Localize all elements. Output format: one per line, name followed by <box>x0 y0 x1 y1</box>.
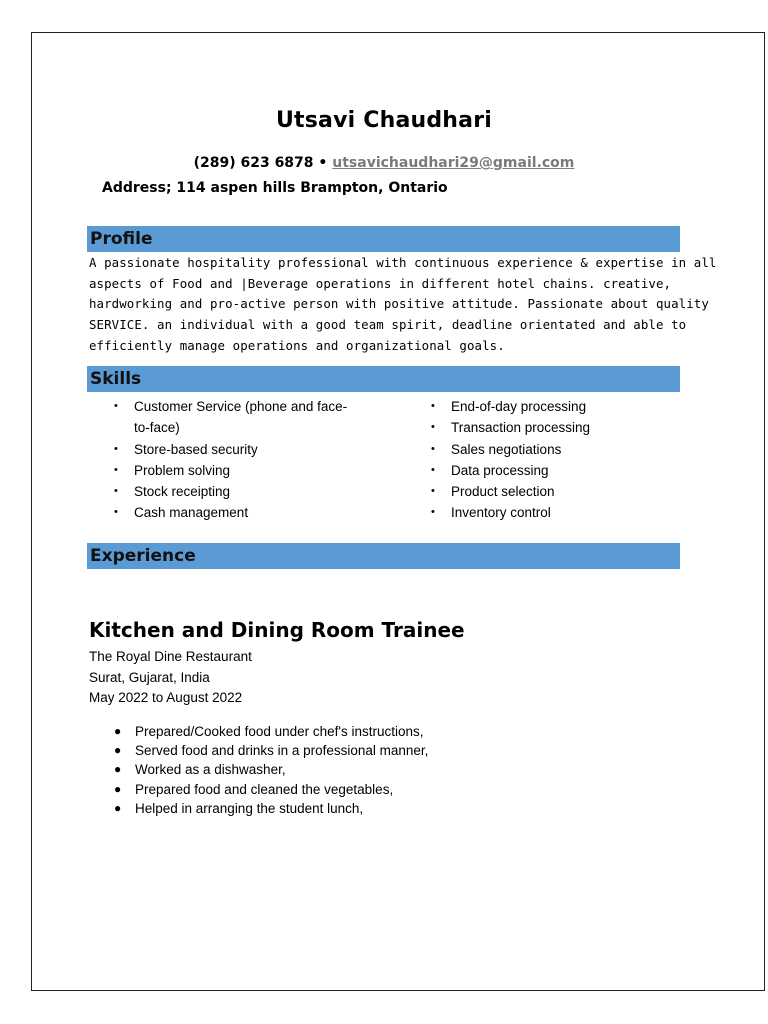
skill-text: Sales negotiations <box>451 441 562 457</box>
address: Address; 114 aspen hills Brampton, Ontario <box>102 180 448 196</box>
section-skills-heading: Skills <box>87 366 680 392</box>
duty-text: Prepared/Cooked food under chef's instructions, <box>135 724 424 739</box>
job-title: Kitchen and Dining Room Trainee <box>89 618 465 642</box>
skill-text: Customer Service (phone and face- <box>134 399 348 414</box>
skill-text: Problem solving <box>134 462 231 478</box>
skill-text: Stock receipting <box>134 484 231 500</box>
bullet: • <box>114 442 118 455</box>
skill-text: Cash management <box>134 505 249 521</box>
profile-line: SERVICE. an individual with a good team spirit, deadline orientated and able to <box>89 317 687 333</box>
bullet: • <box>114 463 118 476</box>
bullet: • <box>431 400 435 412</box>
bullet: ● <box>114 800 122 815</box>
bullet: • <box>114 400 118 412</box>
bullet: • <box>114 485 118 498</box>
bullet: • <box>431 421 435 434</box>
duty-text: Worked as a dishwasher, <box>135 762 286 778</box>
skill-text: Product selection <box>451 484 555 500</box>
skill-text: End-of-day processing <box>451 399 587 414</box>
candidate-name: Utsavi Chaudhari <box>275 108 493 133</box>
contact-separator: • <box>318 155 328 171</box>
section-experience-heading: Experience <box>87 543 680 569</box>
profile-line: aspects of Food and |Beverage operations in different hotel chains. creative, <box>89 275 672 291</box>
profile-line: efficiently manage operations and organizational goals. <box>89 337 505 353</box>
skill-text: Transaction processing <box>451 420 591 436</box>
duty-text: Helped in arranging the student lunch, <box>135 800 364 816</box>
job-company: The Royal Dine Restaurant <box>89 649 252 664</box>
skill-text: Inventory control <box>451 505 551 521</box>
bullet: ● <box>114 724 122 738</box>
skill-text: to-face) <box>134 420 180 436</box>
bullet: • <box>431 485 435 498</box>
bullet: • <box>431 506 435 519</box>
bullet: ● <box>114 762 122 777</box>
section-profile-heading: Profile <box>87 226 680 252</box>
phone-number: (289) 623 6878 <box>193 155 314 171</box>
duty-text: Served food and drinks in a professional manner, <box>135 743 429 759</box>
job-dates: May 2022 to August 2022 <box>89 690 243 706</box>
profile-paragraph <box>89 253 717 357</box>
bullet: • <box>114 506 118 519</box>
profile-line: A passionate hospitality professional with continuous experience & expertise in all <box>89 255 717 270</box>
profile-line: hardworking and pro-active person with positive attitude. Passionate about quality <box>89 296 709 312</box>
job-location: Surat, Gujarat, India <box>89 669 210 685</box>
duty-text: Prepared food and cleaned the vegetables, <box>135 781 394 797</box>
bullet: ● <box>114 743 122 758</box>
skill-text: Data processing <box>451 462 549 478</box>
skill-text: Store-based security <box>134 441 258 457</box>
job-details <box>89 647 252 709</box>
contact-line <box>0 155 768 171</box>
email-link[interactable]: utsavichaudhari29@gmail.com <box>332 155 575 171</box>
bullet: • <box>431 463 435 476</box>
bullet: • <box>431 442 435 455</box>
bullet: ● <box>114 781 122 796</box>
